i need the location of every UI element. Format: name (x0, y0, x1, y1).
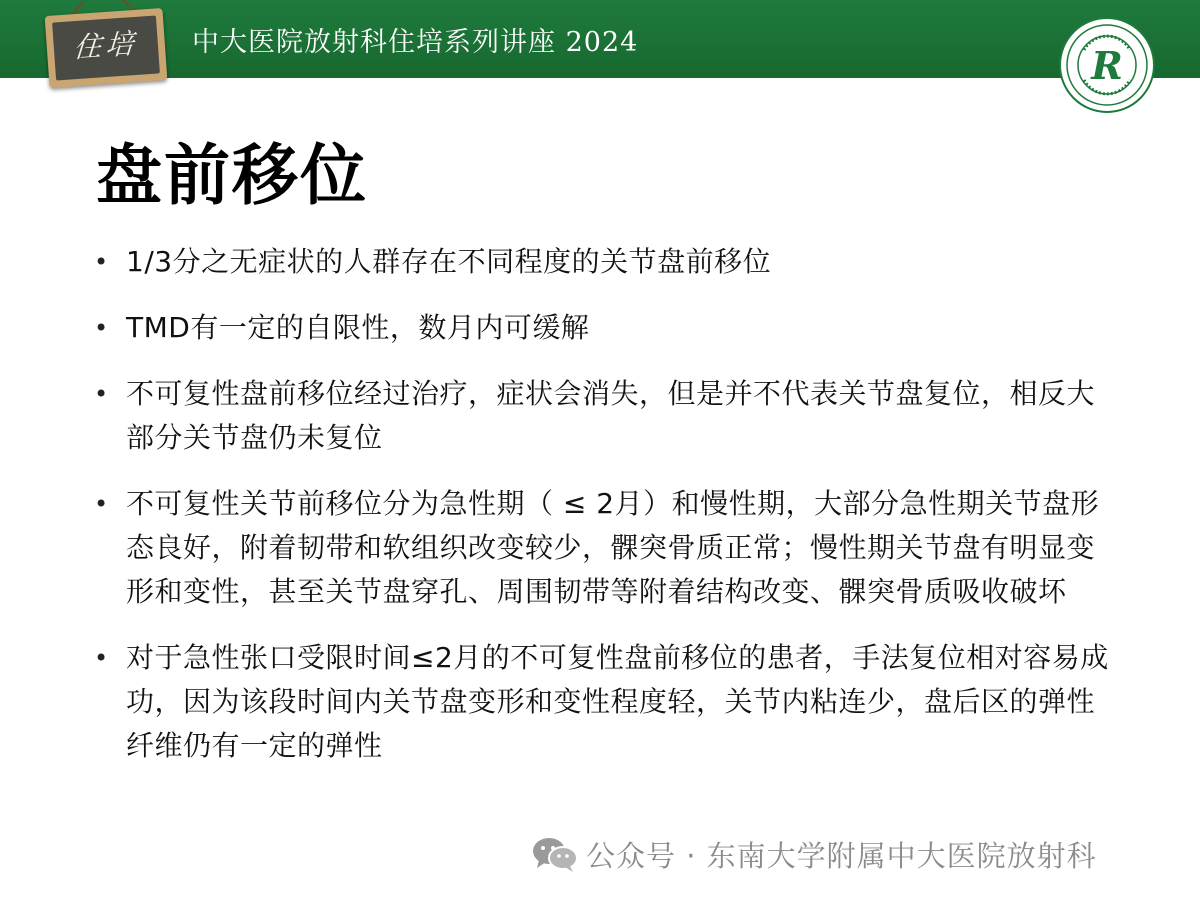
bullet-dot-icon: • (94, 314, 109, 342)
list-item (92, 306, 1122, 350)
wechat-icon (532, 835, 578, 873)
list-item (92, 482, 1122, 614)
bullet-text: TMD有一定的自限性，数月内可缓解 (126, 311, 590, 344)
bullet-dot-icon: • (94, 248, 109, 276)
list-item (92, 636, 1122, 768)
header-title: 中大医院放射科住培系列讲座 2024 (192, 27, 639, 58)
watermark (532, 832, 1097, 876)
hospital-radiology-logo-icon (1058, 16, 1156, 114)
bullet-text: 1/3分之无症状的人群存在不同程度的关节盘前移位 (126, 245, 772, 278)
bullet-dot-icon: • (94, 490, 109, 518)
bullet-text: 对于急性张口受限时间≤2月的不可复性盘前移位的患者，手法复位相对容易成功，因为该段时间内关节盘变形和变性程度轻，关节内粘连少，盘后区的弹性纤维仍有一定的弹性 (126, 641, 1109, 762)
bullet-text: 不可复性关节前移位分为急性期（ ≤ 2月）和慢性期，大部分急性期关节盘形态良好，附着韧带和软组织改变较少，髁突骨质正常；慢性期关节盘有明显变形和变性，甚至关节盘穿孔、周围韧带等附着结构改变、髁突骨质吸收破坏 (126, 487, 1100, 608)
list-item (92, 372, 1122, 460)
bullet-list (92, 240, 1122, 790)
slide-title: 盘前移位 (96, 137, 368, 214)
list-item (92, 240, 1122, 284)
chalkboard-sign (45, 8, 168, 88)
bullet-text: 不可复性盘前移位经过治疗，症状会消失，但是并不代表关节盘复位，相反大部分关节盘仍未复位 (126, 377, 1096, 454)
sign-text: 住培 (72, 26, 139, 65)
watermark-text: 公众号 · 东南大学附属中大医院放射科 (586, 838, 1097, 873)
bullet-dot-icon: • (94, 380, 109, 408)
bullet-dot-icon: • (94, 644, 109, 672)
logo-monogram: R (1091, 43, 1123, 88)
